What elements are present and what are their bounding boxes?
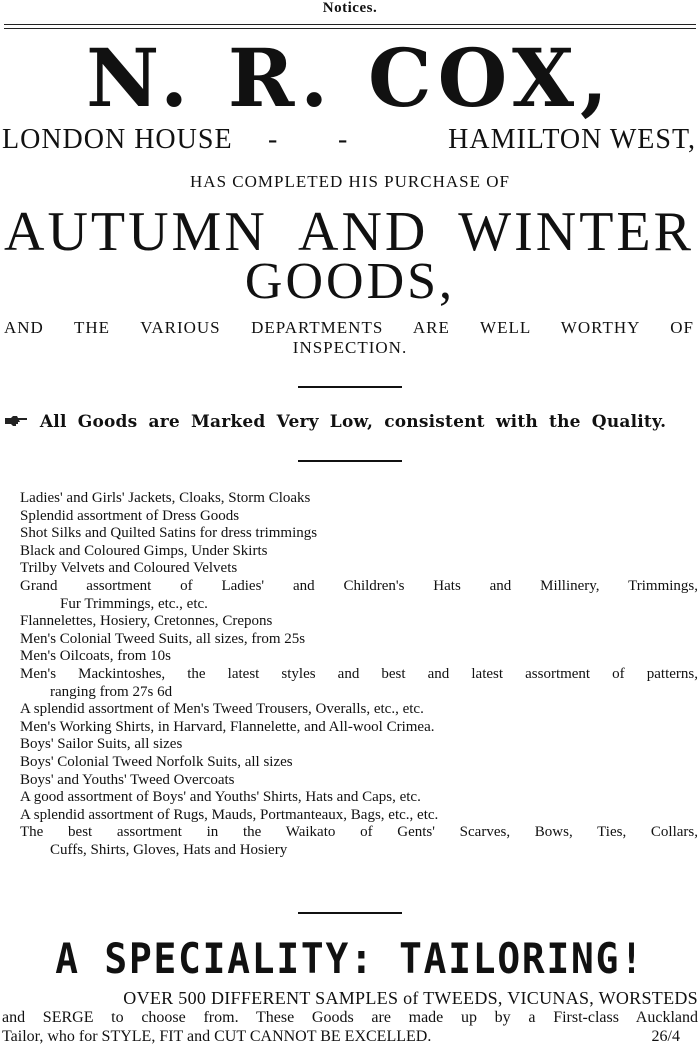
headline-and: AND bbox=[298, 201, 429, 263]
goods-list bbox=[20, 490, 698, 859]
list-item-continuation: ranging from 27s 6d bbox=[50, 683, 173, 700]
list-item: Men's Mackintoshes, the latest styles and best and latest assortment of patterns, bbox=[20, 665, 698, 682]
list-item: Men's Oilcoats, from 10s bbox=[20, 648, 172, 665]
list-item: Men's Working Shirts, in Harvard, Flannelette, and All-wool Crimea. bbox=[20, 718, 435, 735]
departments-line: AND THE VARIOUS DEPARTMENTS ARE WELL WORTHY OF bbox=[4, 318, 694, 337]
divider-2 bbox=[298, 460, 402, 462]
list-item: A good assortment of Boys' and Youths' Shirts, Hats and Caps, etc. bbox=[20, 789, 421, 806]
list-item: The best assortment in the Waikato of Gents' Scarves, Bows, Ties, Collars, bbox=[20, 824, 698, 841]
quality-notice bbox=[4, 412, 696, 432]
divider-1 bbox=[298, 386, 402, 388]
list-item: Ladies' and Girls' Jackets, Cloaks, Storm Cloaks bbox=[20, 490, 311, 506]
quality-text: All Goods are Marked Very Low, consistent with the Quality. bbox=[39, 412, 667, 432]
advert-code: 26/4 bbox=[651, 1028, 680, 1045]
list-item: Men's Colonial Tweed Suits, all sizes, from 25s bbox=[20, 630, 306, 647]
pointing-hand-icon bbox=[4, 414, 28, 428]
list-item: Boys' and Youths' Tweed Overcoats bbox=[20, 771, 235, 788]
address-right: HAMILTON WEST, bbox=[448, 124, 696, 155]
list-item-continuation: Cuffs, Shirts, Gloves, Hats and Hosiery bbox=[50, 841, 288, 858]
samples-line: OVER 500 DIFFERENT SAMPLES of TWEEDS, VICUNAS, WORSTEDS bbox=[123, 988, 698, 1008]
list-item: Trilby Velvets and Coloured Velvets bbox=[20, 560, 238, 577]
list-item: Grand assortment of Ladies' and Children's Hats and Millinery, Trimmings, bbox=[20, 577, 698, 594]
purchase-line: HAS COMPLETED HIS PURCHASE OF bbox=[190, 172, 510, 191]
inspection-line: INSPECTION. bbox=[292, 338, 408, 357]
headline-winter: WINTER bbox=[458, 201, 694, 263]
serge-line: and SERGE to choose from. These Goods are made up by a First-class Auckland bbox=[2, 1009, 698, 1026]
header-rule-bottom bbox=[4, 28, 696, 29]
list-item: A splendid assortment of Men's Tweed Trousers, Overalls, etc., etc. bbox=[20, 701, 424, 718]
section-label: Notices. bbox=[322, 0, 378, 16]
address-dash-2: - bbox=[338, 124, 348, 155]
tailor-line: Tailor, who for STYLE, FIT and CUT CANNOT BE EXCELLED. bbox=[2, 1028, 432, 1045]
list-item: Black and Coloured Gimps, Under Skirts bbox=[20, 542, 268, 559]
list-item: Boys' Sailor Suits, all sizes bbox=[20, 736, 183, 753]
list-item: Shot Silks and Quilted Satins for dress trimmings bbox=[20, 525, 318, 542]
list-item: Flannelettes, Hosiery, Cretonnes, Crepons bbox=[20, 613, 273, 630]
list-item-continuation: Fur Trimmings, etc., etc. bbox=[60, 595, 208, 612]
list-item: A splendid assortment of Rugs, Mauds, Portmanteaux, Bags, etc., etc. bbox=[20, 806, 439, 823]
headline-autumn: AUTUMN bbox=[4, 201, 268, 263]
address-dash-1: - bbox=[268, 124, 278, 155]
divider-3 bbox=[298, 912, 402, 914]
headline-goods: GOODS, bbox=[244, 253, 456, 310]
list-item: Boys' Colonial Tweed Norfolk Suits, all sizes bbox=[20, 753, 293, 770]
list-item: Splendid assortment of Dress Goods bbox=[20, 507, 240, 524]
header-rule-top bbox=[4, 24, 696, 25]
merchant-name: N. R. COX, bbox=[86, 31, 614, 125]
speciality-heading: A SPECIALITY: TAILORING! bbox=[55, 934, 645, 983]
address-left: LONDON HOUSE bbox=[2, 124, 233, 155]
